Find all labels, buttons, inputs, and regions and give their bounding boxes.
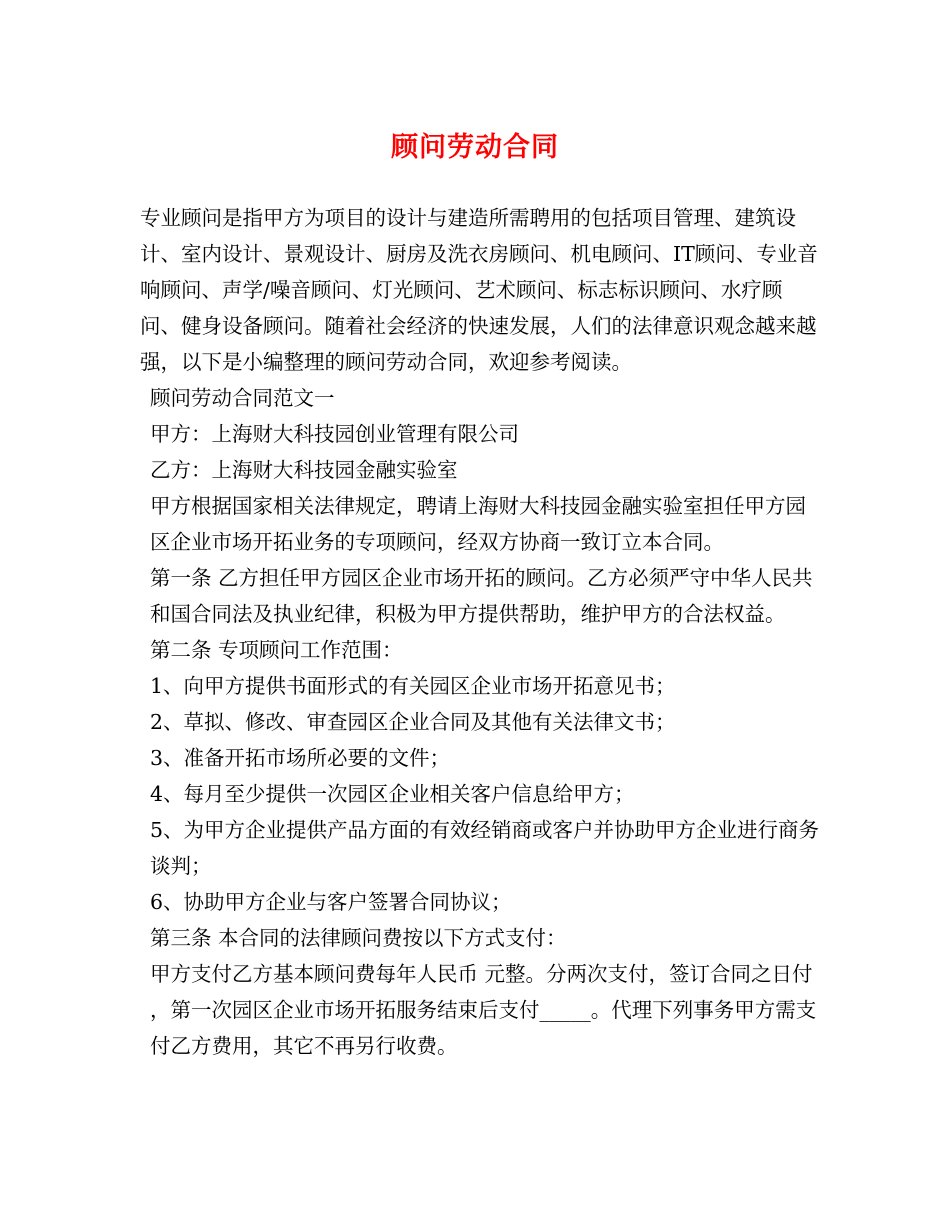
article-2-heading: 第二条 专项顾问工作范围： [150,638,403,662]
scope-item-6: 6、协助甲方企业与客户签署合同协议； [150,890,512,914]
payment-paragraph: 甲方支付乙方基本顾问费每年人民币 元整。分两次支付，签订合同之日付 ，第一次园区企业市场开拓服务结束后支付_____。代理下列事务甲方需支付乙方费用，其它不再另行收费。 [150,962,817,1058]
article-3-heading: 第三条 本合同的法律顾问费按以下方式支付： [150,926,567,950]
scope-item-4: 4、每月至少提供一次园区企业相关客户信息给甲方； [150,782,635,806]
scope-item-1: 1、向甲方提供书面形式的有关园区企业市场开拓意见书； [150,674,676,698]
preamble-paragraph: 甲方根据国家相关法律规定，聘请上海财大科技园金融实验室担任甲方园区企业市场开拓业务的专项顾问，经双方协商一致订立本合同。 [150,494,806,554]
scope-item-3: 3、准备开拓市场所必要的文件； [150,746,451,770]
sample-heading: 顾问劳动合同范文一 [150,386,335,410]
party-b-line: 乙方：上海财大科技园金融实验室 [150,458,458,482]
document-title: 顾问劳动合同 [391,132,559,163]
scope-item-2: 2、草拟、修改、审查园区企业合同及其他有关法律文书； [150,710,676,734]
article-1-paragraph: 第一条 乙方担任甲方园区企业市场开拓的顾问。乙方必须严守中华人民共和国合同法及执业纪律，积极为甲方提供帮助，维护甲方的合法权益。 [150,566,813,626]
scope-item-5: 5、为甲方企业提供产品方面的有效经销商或客户并协助甲方企业进行商务谈判； [150,818,820,878]
intro-paragraph: 专业顾问是指甲方为项目的设计与建造所需聘用的包括项目管理、建筑设计、室内设计、景观设计、厨房及洗衣房顾问、机电顾问、IT顾问、专业音响顾问、声学/噪音顾问、灯光顾问、艺术顾问、标志标识顾问、水疗顾问、健身设备顾问。随着社会经济的快速发展，人们的法律意识观念越来越强，以下是小编整理的顾问劳动合同，欢迎参考阅读。 [140,206,818,374]
document-body [140,200,822,1064]
party-a-line: 甲方：上海财大科技园创业管理有限公司 [150,422,519,446]
